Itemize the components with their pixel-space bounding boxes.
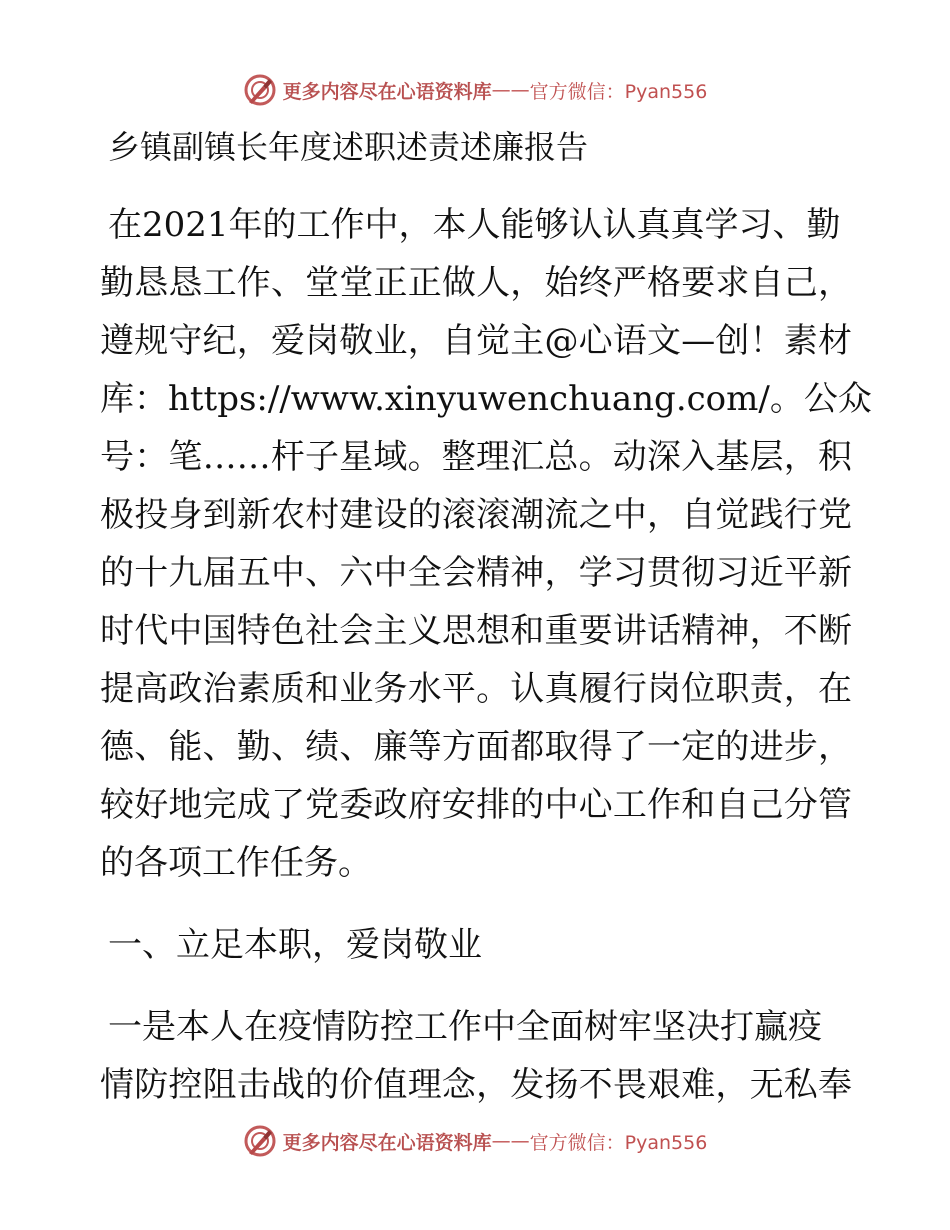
paragraph-line: 在2021年的工作中，本人能够认认真真学习、勤 bbox=[108, 205, 841, 245]
paragraph-line: 情防控阻击战的价值理念，发扬不畏艰难，无私奉 bbox=[100, 1065, 852, 1105]
paragraph-line: 库：https://www.xinyuwenchuang.com/。公众 bbox=[100, 379, 872, 419]
banner-wechat-text: 官方微信：Pyan556 bbox=[529, 1131, 708, 1154]
section-paragraph bbox=[100, 998, 852, 1114]
header-banner bbox=[0, 68, 950, 112]
paragraph-line: 极投身到新农村建设的滚滚潮流之中，自觉践行党 bbox=[100, 495, 852, 535]
paragraph-line: 时代中国特色社会主义思想和重要讲话精神，不断 bbox=[100, 611, 852, 651]
spacer bbox=[100, 892, 852, 916]
paragraph-line: 的各项工作任务。 bbox=[100, 843, 372, 883]
banner-separator: —— bbox=[491, 79, 530, 101]
banner-brand-text: 更多内容尽在心语资料库 bbox=[282, 1131, 492, 1154]
section-heading: 一、立足本职，爱岗敬业 bbox=[108, 925, 482, 965]
banner-separator: —— bbox=[491, 1130, 530, 1152]
spacer bbox=[100, 974, 852, 998]
paragraph-line: 的十九届五中、六中全会精神，学习贯彻习近平新 bbox=[100, 553, 852, 593]
paragraph-line: 一是本人在疫情防控工作中全面树牢坚决打赢疫 bbox=[108, 1007, 822, 1047]
spacer bbox=[100, 176, 852, 196]
footer-banner bbox=[0, 1119, 950, 1163]
paragraph-line: 遵规守纪，爱岗敬业，自觉主@心语文—创！素材 bbox=[100, 321, 852, 361]
banner-brand-text: 更多内容尽在心语资料库 bbox=[282, 80, 492, 103]
paragraph-line: 号：笔……杆子星域。整理汇总。动深入基层，积 bbox=[100, 437, 852, 477]
pen-logo-icon bbox=[243, 73, 277, 107]
paragraph-line: 较好地完成了党委政府安排的中心工作和自己分管 bbox=[100, 785, 852, 825]
document-body bbox=[100, 118, 872, 1114]
pen-logo-icon bbox=[243, 1124, 277, 1158]
paragraph-line: 德、能、勤、绩、廉等方面都取得了一定的进步， bbox=[100, 727, 852, 767]
paragraph-line: 提高政治素质和业务水平。认真履行岗位职责，在 bbox=[100, 669, 852, 709]
page-title: 乡镇副镇长年度述职述责述廉报告 bbox=[108, 128, 589, 166]
intro-paragraph bbox=[100, 196, 872, 892]
paragraph-line: 勤恳恳工作、堂堂正正做人，始终严格要求自己， bbox=[100, 263, 852, 303]
banner-wechat-text: 官方微信：Pyan556 bbox=[529, 80, 708, 103]
